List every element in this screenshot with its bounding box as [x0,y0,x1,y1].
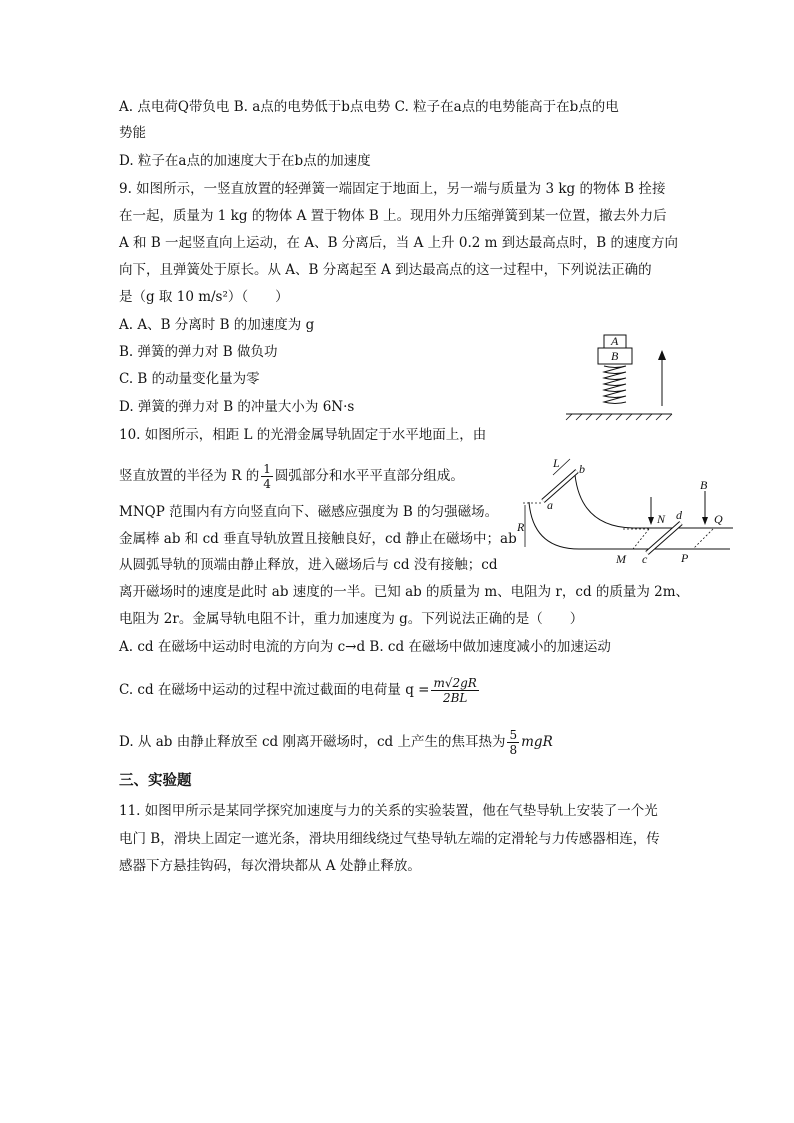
q10-line-6: 离开磁场时的速度是此时 ab 速度的一半。已知 ab 的质量为 m、电阻为 r，cd 的质量为 2m、 [119,584,690,600]
label-P: P [681,551,689,565]
boundary-pq-diag [693,529,713,549]
q9-line-3: A 和 B 一起竖直向上运动，在 A、B 分离后，当 A 上升 0.2 m 到达最高点时，B 的速度方向 [119,235,678,251]
q9-spring-figure [560,330,680,425]
q9-option-c: C. B 的动量变化量为零 [119,371,260,387]
charge-fraction [431,676,478,705]
q10-option-c [119,676,481,705]
quarter-denominator: 4 [263,477,271,491]
q9-option-d: D. 弹簧的弹力对 B 的冲量大小为 6N·s [119,399,355,415]
boundary-mn-diag [633,529,649,549]
q8-options-line1-cont: 势能 [119,125,146,141]
arc-rail-upper [575,475,733,528]
heat-numerator: 5 [509,728,518,742]
q9-line-2: 在一起，质量为 1 kg 的物体 A 置于物体 B 上。现用外力压缩弹簧到某一位置，撤去外力后 [119,208,667,224]
label-R: R [517,520,525,534]
label-Q: Q [714,512,723,526]
q9-option-a: A. A、B 分离时 B 的加速度为 g [119,317,315,333]
q8-option-d: D. 粒子在a点的加速度大于在b点的加速度 [119,153,371,169]
heat-denominator: 8 [509,743,518,757]
q9-option-b: B. 弹簧的弹力对 B 做负功 [119,344,278,360]
heat-tail: mgR [521,734,553,750]
arc-rail-lower [529,502,730,549]
section-heading: 三、实验题 [119,773,192,789]
q10-line-7: 电阻为 2r。金属导轨电阻不计，重力加速度为 g。下列说法正确的是（ ） [119,611,584,627]
label-d: d [676,508,682,522]
q8-options-line1: A. 点电荷Q带负电 B. a点的电势低于b点电势 C. 粒子在a点的电势能高于在b点的电 [119,99,619,115]
q10-option-c-text: C. cd 在磁场中运动的过程中流过截面的电荷量 q = [119,682,430,698]
q10-line-5: 从圆弧导轨的顶端由静止释放，进入磁场后与 cd 没有接触；cd [119,557,498,573]
q10-option-d-text: D. 从 ab 由静止释放至 cd 刚离开磁场时，cd 上产生的焦耳热为 [119,734,506,750]
label-B: B [700,478,708,492]
q10-line-1: 10. 如图所示，相距 L 的光滑金属导轨固定于水平地面上，由 [119,427,487,443]
q10-line-2b: 圆弧部分和水平平直部分组成。 [274,468,464,484]
spring [604,366,626,404]
quarter-fraction [261,462,273,491]
up-arrow-icon [658,350,666,360]
label-c: c [642,552,648,566]
q11-line-3: 感器下方悬挂钩码，每次滑块都从 A 处静止释放。 [119,858,421,874]
label-a: a [547,498,553,512]
charge-denominator: 2BL [442,691,468,705]
charge-numerator: m√2gR [433,676,477,690]
q10-rail-figure [515,445,740,570]
label-b: b [579,462,585,476]
q11-line-2: 电门 B，滑块上固定一遮光条，滑块用细线绕过气垫导轨左端的定滑轮与力传感器相连，传 [119,831,660,847]
q10-line-2 [119,462,464,491]
field-arrow-2-icon [702,517,708,525]
q9-line-5: 是（g 取 10 m/s²）（ ） [119,289,289,305]
heat-fraction [507,728,519,757]
ground-hatch [566,414,672,420]
q10-line-3: MNQP 范围内有方向竖直向下、磁感应强度为 B 的匀强磁场。 [119,504,499,520]
q9-line-1: 9. 如图所示，一竖直放置的轻弹簧一端固定于地面上，另一端与质量为 3 kg 的物体 B 拴接 [119,181,666,197]
label-L: L [553,456,560,470]
field-arrow-1-icon [648,517,654,525]
q10-option-ab: A. cd 在磁场中运动时电流的方向为 c→d B. cd 在磁场中做加速度减小的加速运动 [119,639,611,655]
label-N: N [657,512,666,526]
q10-line-2a: 竖直放置的半径为 R 的 [119,468,260,484]
block-b-label: B [611,349,619,363]
q11-line-1: 11. 如图甲所示是某同学探究加速度与力的关系的实验装置，他在气垫导轨上安装了一个光 [119,803,658,819]
q10-line-4: 金属棒 ab 和 cd 垂直导轨放置且接触良好，cd 静止在磁场中；ab [119,531,517,547]
block-a-label: A [611,334,619,348]
q10-option-d [119,728,553,757]
quarter-numerator: 1 [263,462,271,476]
label-M: M [616,552,626,566]
q9-line-4: 向下，且弹簧处于原长。从 A、B 分离起至 A 到达最高点的这一过程中，下列说法正确的 [119,262,652,278]
